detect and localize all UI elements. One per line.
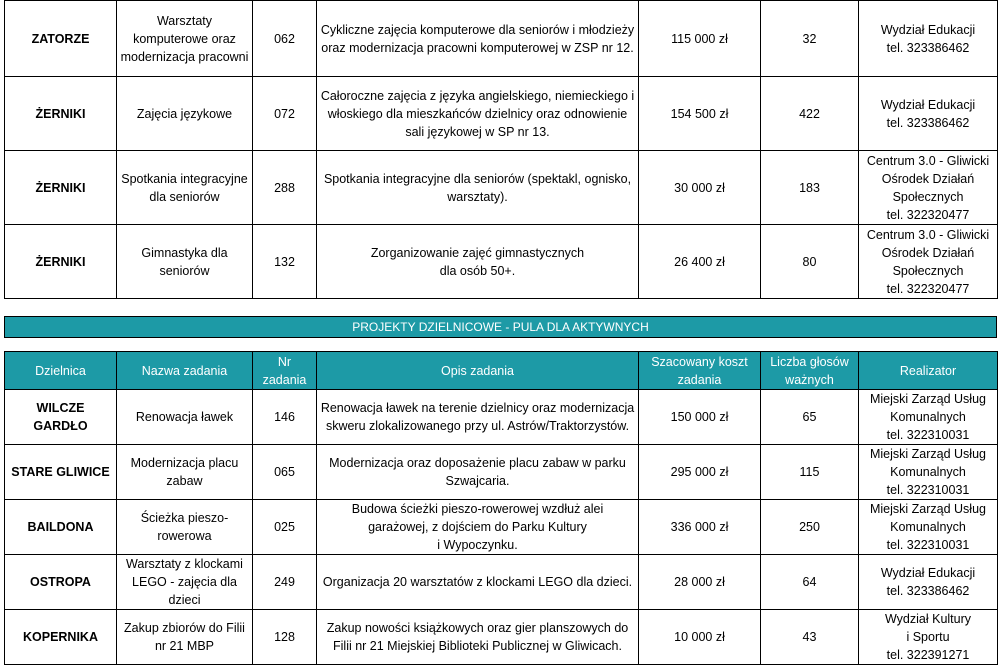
- cell-cost: 115 000 zł: [639, 1, 761, 77]
- header-desc: Opis zadania: [317, 352, 639, 390]
- cell-votes: 32: [761, 1, 859, 77]
- cell-votes: 65: [761, 390, 859, 445]
- cell-realizer: Miejski Zarząd Usług Komunalnych tel. 322310031: [859, 445, 998, 500]
- cell-nr: 025: [253, 500, 317, 555]
- top-projects-table: [4, 0, 998, 299]
- header-realizer: Realizator: [859, 352, 998, 390]
- cell-realizer: Wydział Edukacji tel. 323386462: [859, 1, 998, 77]
- cell-nr: 249: [253, 555, 317, 610]
- cell-desc: Renowacja ławek na terenie dzielnicy oraz modernizacja skweru zlokalizowanego przy ul. Astrów/Traktorzystów.: [317, 390, 639, 445]
- cell-cost: 336 000 zł: [639, 500, 761, 555]
- cell-name: Spotkania integracyjne dla seniorów: [117, 151, 253, 225]
- cell-cost: 30 000 zł: [639, 151, 761, 225]
- cell-nr: 132: [253, 225, 317, 299]
- cell-realizer: Miejski Zarząd Usług Komunalnych tel. 322310031: [859, 500, 998, 555]
- cell-cost: 150 000 zł: [639, 390, 761, 445]
- cell-name: Zakup zbiorów do Filii nr 21 MBP: [117, 610, 253, 665]
- cell-desc: Zorganizowanie zajęć gimnastycznych dla osób 50+.: [317, 225, 639, 299]
- cell-name: Warsztaty z klockami LEGO - zajęcia dla dzieci: [117, 555, 253, 610]
- cell-cost: 26 400 zł: [639, 225, 761, 299]
- cell-name: Renowacja ławek: [117, 390, 253, 445]
- table-row: [5, 1, 998, 77]
- cell-name: Zajęcia językowe: [117, 77, 253, 151]
- header-district: Dzielnica: [5, 352, 117, 390]
- cell-district: OSTROPA: [5, 555, 117, 610]
- cell-cost: 10 000 zł: [639, 610, 761, 665]
- header-row: [5, 352, 998, 390]
- cell-name: Warsztaty komputerowe oraz modernizacja pracowni: [117, 1, 253, 77]
- cell-votes: 422: [761, 77, 859, 151]
- cell-desc: Spotkania integracyjne dla seniorów (spektakl, ognisko, warsztaty).: [317, 151, 639, 225]
- cell-votes: 43: [761, 610, 859, 665]
- cell-nr: 288: [253, 151, 317, 225]
- cell-district: STARE GLIWICE: [5, 445, 117, 500]
- cell-name: Gimnastyka dla seniorów: [117, 225, 253, 299]
- cell-desc: Budowa ścieżki pieszo-rowerowej wzdłuż alei garażowej, z dojściem do Parku Kultury i Wypoczynku.: [317, 500, 639, 555]
- cell-realizer: Centrum 3.0 - Gliwicki Ośrodek Działań Społecznych tel. 322320477: [859, 225, 998, 299]
- cell-district: ŻERNIKI: [5, 151, 117, 225]
- table-row: [5, 77, 998, 151]
- header-name: Nazwa zadania: [117, 352, 253, 390]
- cell-votes: 64: [761, 555, 859, 610]
- cell-nr: 065: [253, 445, 317, 500]
- cell-name: Ścieżka pieszo-rowerowa: [117, 500, 253, 555]
- cell-votes: 115: [761, 445, 859, 500]
- cell-realizer: Wydział Edukacji tel. 323386462: [859, 555, 998, 610]
- table-row: [5, 225, 998, 299]
- header-votes: Liczba głosów ważnych: [761, 352, 859, 390]
- section-banner: PROJEKTY DZIELNICOWE - PULA DLA AKTYWNYCH: [4, 316, 997, 338]
- cell-nr: 128: [253, 610, 317, 665]
- cell-desc: Zakup nowości książkowych oraz gier planszowych do Filii nr 21 Miejskiej Biblioteki Publicznej w Gliwicach.: [317, 610, 639, 665]
- cell-realizer: Centrum 3.0 - Gliwicki Ośrodek Działań Społecznych tel. 322320477: [859, 151, 998, 225]
- header-nr: Nr zadania: [253, 352, 317, 390]
- cell-votes: 80: [761, 225, 859, 299]
- cell-cost: 154 500 zł: [639, 77, 761, 151]
- cell-district: WILCZE GARDŁO: [5, 390, 117, 445]
- cell-nr: 072: [253, 77, 317, 151]
- cell-votes: 250: [761, 500, 859, 555]
- cell-realizer: Wydział Edukacji tel. 323386462: [859, 77, 998, 151]
- cell-district: BAILDONA: [5, 500, 117, 555]
- cell-cost: 295 000 zł: [639, 445, 761, 500]
- cell-realizer: Miejski Zarząd Usług Komunalnych tel. 322310031: [859, 390, 998, 445]
- cell-district: ŻERNIKI: [5, 225, 117, 299]
- cell-cost: 28 000 zł: [639, 555, 761, 610]
- table-row: [5, 500, 998, 555]
- cell-nr: 062: [253, 1, 317, 77]
- table-row: [5, 610, 998, 665]
- active-projects-table: [4, 351, 998, 665]
- cell-desc: Cykliczne zajęcia komputerowe dla seniorów i młodzieży oraz modernizacja pracowni komputerowej w ZSP nr 12.: [317, 1, 639, 77]
- cell-desc: Organizacja 20 warsztatów z klockami LEGO dla dzieci.: [317, 555, 639, 610]
- cell-realizer: Wydział Kultury i Sportu tel. 322391271: [859, 610, 998, 665]
- table-row: [5, 390, 998, 445]
- cell-district: KOPERNIKA: [5, 610, 117, 665]
- cell-nr: 146: [253, 390, 317, 445]
- cell-desc: Całoroczne zajęcia z języka angielskiego, niemieckiego i włoskiego dla mieszkańców dzielnicy oraz odnowienie sali językowej w SP nr 13.: [317, 77, 639, 151]
- cell-district: ZATORZE: [5, 1, 117, 77]
- cell-votes: 183: [761, 151, 859, 225]
- cell-name: Modernizacja placu zabaw: [117, 445, 253, 500]
- cell-district: ŻERNIKI: [5, 77, 117, 151]
- table-row: [5, 445, 998, 500]
- table-row: [5, 555, 998, 610]
- header-cost: Szacowany koszt zadania: [639, 352, 761, 390]
- cell-desc: Modernizacja oraz doposażenie placu zabaw w parku Szwajcaria.: [317, 445, 639, 500]
- table-row: [5, 151, 998, 225]
